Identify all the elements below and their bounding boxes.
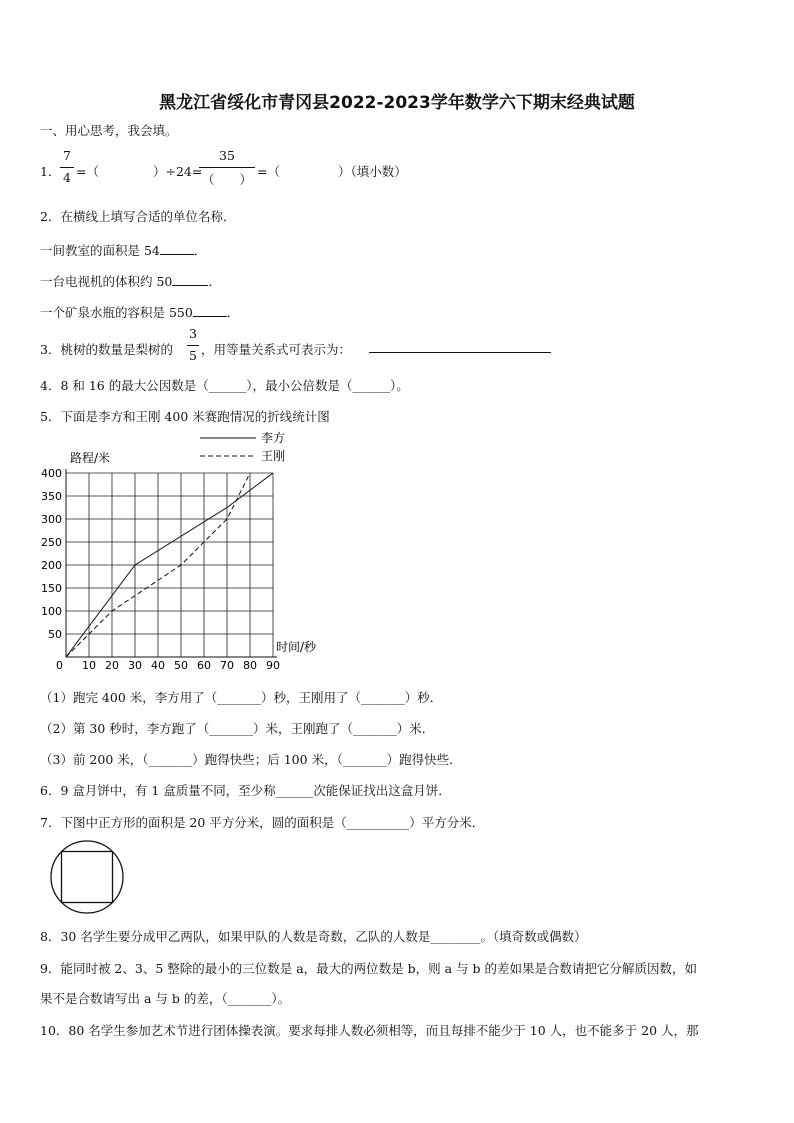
- question-4: 4．8 和 16 的最大公因数是（______），最小公倍数是（______）。: [40, 378, 409, 393]
- question-7: 7．下图中正方形的面积是 20 平方分米，圆的面积是（__________）平方分米．: [40, 815, 485, 830]
- q2-end-1: ．: [193, 243, 207, 258]
- q9-line-2: 果不是合数请写出 a 与 b 的差，（_______）。: [40, 991, 291, 1006]
- y-tick-label: 350: [41, 490, 62, 503]
- y-tick-label: 250: [41, 536, 62, 549]
- y-tick-label: 100: [41, 605, 62, 618]
- q5-sub-1: （1）跑完 400 米，李方用了（_______）秒，王刚用了（_______）秒．: [40, 690, 443, 705]
- y-tick-label: 400: [41, 467, 62, 480]
- x-tick-label: 80: [243, 659, 257, 672]
- q2-end-3: ．: [226, 305, 240, 320]
- legend-label-wanggang: 王刚: [261, 449, 286, 463]
- question-6: 6．9 盒月饼中，有 1 盒质量不同，至少称______次能保证找出这盒月饼．: [40, 783, 451, 798]
- x-tick-label: 70: [220, 659, 234, 672]
- origin-label: 0: [56, 659, 63, 672]
- square-shape: [62, 852, 113, 903]
- page-title: 黑龙江省绥化市青冈县2022-2023学年数学六下期末经典试题: [159, 93, 635, 113]
- legend-label-lifang: 李方: [261, 431, 286, 445]
- q2-blank-2[interactable]: [172, 273, 208, 286]
- line-chart: [30, 426, 330, 678]
- y-tick-label: 50: [48, 628, 62, 641]
- chart-tick-labels: [41, 467, 280, 672]
- q3-post: ，用等量关系式可表示为：: [201, 342, 352, 357]
- q1-fraction-1: [60, 148, 74, 190]
- q1-number: 1．: [40, 164, 61, 179]
- q2-line-3-text: 一个矿泉水瓶的容积是 550: [40, 305, 193, 320]
- q3-frac-denominator: 5: [189, 348, 197, 363]
- x-tick-label: 10: [82, 659, 96, 672]
- q5-sub-3: （3）前 200 米，（_______）跑得快些；后 100 米，（_______）跑得快些．: [40, 752, 462, 767]
- q1-frac2-numerator: 35: [219, 148, 235, 163]
- q1-frac1-denominator: 4: [63, 170, 71, 185]
- q3-pre: 3．桃树的数量是梨树的: [40, 342, 173, 357]
- y-axis-label: 路程/米: [70, 451, 111, 465]
- chart-grid: [66, 473, 273, 657]
- chart-legend: [200, 430, 285, 463]
- q1-part-a: =（: [76, 164, 99, 179]
- q2-line-3: [40, 303, 239, 321]
- q10-line-1: 10．80 名学生参加艺术节进行团体操表演。要求每排人数必须相等，而且每排不能少于 10 人，也不能多于 20 人，那: [40, 1023, 699, 1038]
- chart-axes: [66, 469, 277, 657]
- q1-fraction-2: [199, 148, 255, 190]
- question-8: 8．30 名学生要分成甲乙两队，如果甲队的人数是奇数，乙队的人数是________。（填奇数或偶数）: [40, 929, 587, 944]
- q5-sub-2: （2）第 30 秒时，李方跑了（_______）米，王刚跑了（_______）米．: [40, 721, 435, 736]
- x-tick-label: 30: [128, 659, 142, 672]
- q5-stem: 5．下面是李方和王刚 400 米赛跑情况的折线统计图: [40, 409, 330, 424]
- x-tick-label: 40: [151, 659, 165, 672]
- q9-line-1: 9．能同时被 2、3、5 整除的最小的三位数是 a，最大的两位数是 b，则 a 与 b 的差如果是合数请把它分解质因数，如: [40, 961, 698, 976]
- q1-part-b: ）÷24=: [153, 164, 203, 179]
- q2-end-2: ．: [208, 274, 221, 289]
- q1-frac1-numerator: 7: [63, 148, 71, 163]
- q1-part-c: =（: [257, 164, 280, 179]
- q2-line-1: [40, 241, 206, 259]
- x-tick-label: 20: [105, 659, 119, 672]
- q1-frac2-denominator: （ ）: [201, 172, 252, 187]
- x-tick-label: 60: [197, 659, 211, 672]
- circle-square-figure: [48, 838, 128, 918]
- q1-part-d: ）（填小数）: [338, 164, 407, 179]
- section-heading: 一、用心思考，我会填。: [40, 123, 178, 138]
- q2-blank-1[interactable]: [160, 242, 194, 255]
- x-tick-label: 50: [174, 659, 188, 672]
- y-tick-label: 300: [41, 513, 62, 526]
- x-tick-label: 90: [266, 659, 280, 672]
- y-tick-label: 200: [41, 559, 62, 572]
- x-axis-label: 时间/秒: [276, 640, 317, 654]
- q3-fraction: [187, 326, 199, 368]
- q2-line-1-text: 一间教室的面积是 54: [40, 243, 160, 258]
- q2-line-2-text: 一台电视机的体积约 50: [40, 274, 173, 289]
- q3-answer-line[interactable]: [369, 340, 551, 353]
- q2-stem: 2．在横线上填写合适的单位名称．: [40, 209, 236, 224]
- q3-frac-numerator: 3: [189, 326, 197, 341]
- q2-blank-3[interactable]: [193, 304, 227, 317]
- q2-line-2: [40, 272, 221, 290]
- y-tick-label: 150: [41, 582, 62, 595]
